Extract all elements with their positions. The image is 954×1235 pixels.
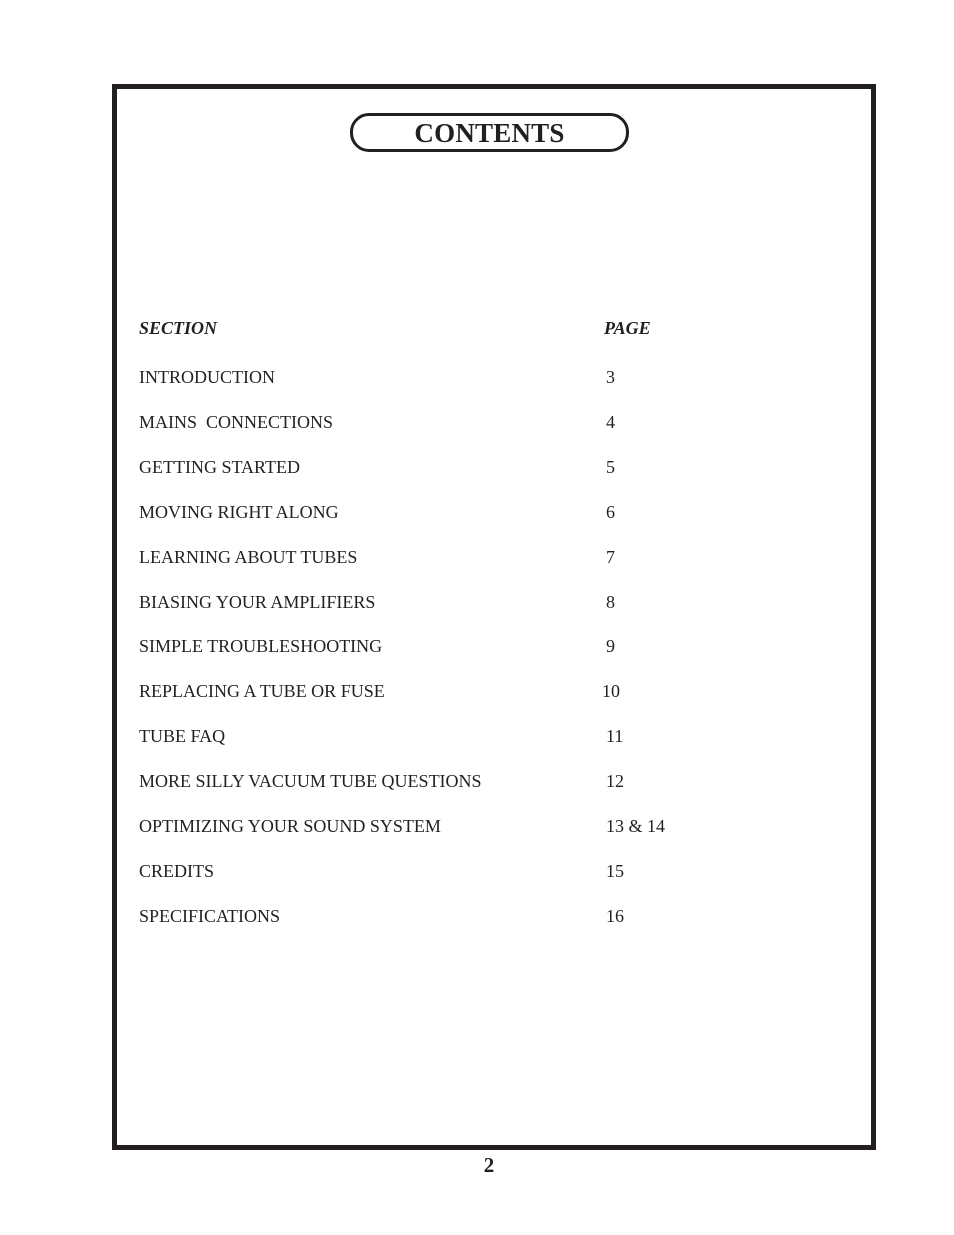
toc-section-label: MOVING RIGHT ALONG (139, 502, 339, 522)
toc-page-number: 5 (606, 457, 615, 477)
toc-row-learning-about-tubes[interactable] (0, 547, 954, 571)
toc-page-number: 10 (602, 681, 620, 701)
toc-section-label: BIASING YOUR AMPLIFIERS (139, 592, 376, 612)
section-column-header: SECTION (139, 318, 218, 338)
toc-section-label: CREDITS (139, 861, 215, 881)
toc-section-label: GETTING STARTED (139, 457, 300, 477)
toc-section-label: REPLACING A TUBE OR FUSE (139, 681, 385, 701)
toc-page-number: 8 (606, 592, 615, 612)
toc-section-label: SIMPLE TROUBLESHOOTING (139, 636, 383, 656)
toc-row-simple-troubleshooting[interactable] (0, 636, 954, 660)
toc-section-label: OPTIMIZING YOUR SOUND SYSTEM (139, 816, 441, 836)
toc-page-number: 7 (606, 547, 615, 567)
toc-row-optimizing-your-sound-system[interactable] (0, 816, 954, 840)
toc-page-number: 9 (606, 636, 615, 656)
toc-row-credits[interactable] (0, 861, 954, 885)
toc-section-label: MORE SILLY VACUUM TUBE QUESTIONS (139, 771, 482, 791)
toc-page-number: 6 (606, 502, 615, 522)
toc-section-label: LEARNING ABOUT TUBES (139, 547, 358, 567)
toc-section-label: MAINS CONNECTIONS (139, 412, 334, 432)
toc-row-biasing-your-amplifiers[interactable] (0, 592, 954, 616)
toc-page-number: 4 (606, 412, 615, 432)
toc-row-introduction[interactable] (0, 367, 954, 391)
toc-page-number: 3 (606, 367, 615, 387)
toc-page-number: 12 (606, 771, 624, 791)
toc-page-number: 13 & 14 (606, 816, 666, 836)
toc-page-number: 15 (606, 861, 624, 881)
toc-page-number: 16 (606, 906, 624, 926)
toc-row-getting-started[interactable] (0, 457, 954, 481)
toc-section-label: TUBE FAQ (139, 726, 226, 746)
toc-row-mains-connections[interactable] (0, 412, 954, 436)
toc-section-label: INTRODUCTION (139, 367, 275, 387)
toc-section-label: SPECIFICATIONS (139, 906, 281, 926)
toc-row-replacing-a-tube-or-fuse[interactable] (0, 681, 954, 705)
page-number: 2 (483, 1153, 495, 1177)
page-column-header: PAGE (604, 318, 651, 338)
contents-title: CONTENTS (350, 113, 629, 152)
toc-row-tube-faq[interactable] (0, 726, 954, 750)
toc-row-more-silly-vacuum-tube-questions[interactable] (0, 771, 954, 795)
toc-row-specifications[interactable] (0, 906, 954, 930)
toc-row-moving-right-along[interactable] (0, 502, 954, 526)
page-border-frame (112, 84, 876, 1150)
toc-page-number: 11 (606, 726, 624, 746)
